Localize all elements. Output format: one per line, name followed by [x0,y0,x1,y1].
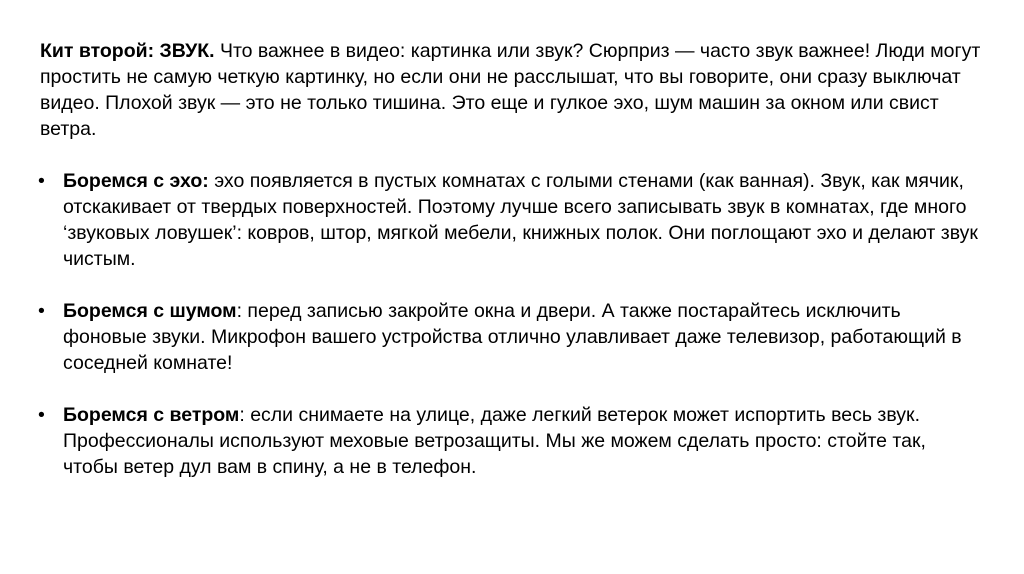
tip-wind [40,402,985,480]
slide-content [40,38,985,480]
tip-wind-title: Боремся с ветром [63,404,240,426]
intro-paragraph [40,38,985,142]
intro-text: Что важнее в видео: картинка или звук? Сюрприз — часто звук важнее! Люди могут простить не самую четкую картинку, но если они не расслышат, что вы говорите, они сразу выключат видео. Плохой звук — это не только тишина. Это еще и гулкое эхо, шум машин за окном или свист ветра. [40,40,981,140]
tip-wind-text: : если снимаете на улице, даже легкий ветерок может испортить весь звук. Профессионалы используют меховые ветрозащиты. Мы же можем сделать просто: стойте так, чтобы ветер дул вам в спину, а не в телефон. [63,404,926,478]
bullet-icon: • [38,300,45,322]
tip-noise [40,298,985,376]
intro-heading: Кит второй: ЗВУК. [40,40,215,62]
tip-noise-text: : перед записью закройте окна и двери. А также постарайтесь исключить фоновые звуки. Микрофон вашего устройства отлично улавливает даже телевизор, работающий в соседней комнате! [63,300,962,374]
tip-echo [40,168,985,272]
tip-noise-title: Боремся с шумом [63,300,237,322]
bullet-icon: • [38,404,45,426]
tip-echo-title: Боремся с эхо: [63,170,209,192]
bullet-icon: • [38,170,45,192]
tip-echo-text: эхо появляется в пустых комнатах с голыми стенами (как ванная). Звук, как мячик, отскакивает от твердых поверхностей. Поэтому лучше всего записывать звук в комнатах, где много ‘звуковых ловушек’: ковров, штор, мягкой мебели, книжных полок. Они поглощают эхо и делают звук чистым. [63,170,978,270]
tips-list [40,168,985,480]
